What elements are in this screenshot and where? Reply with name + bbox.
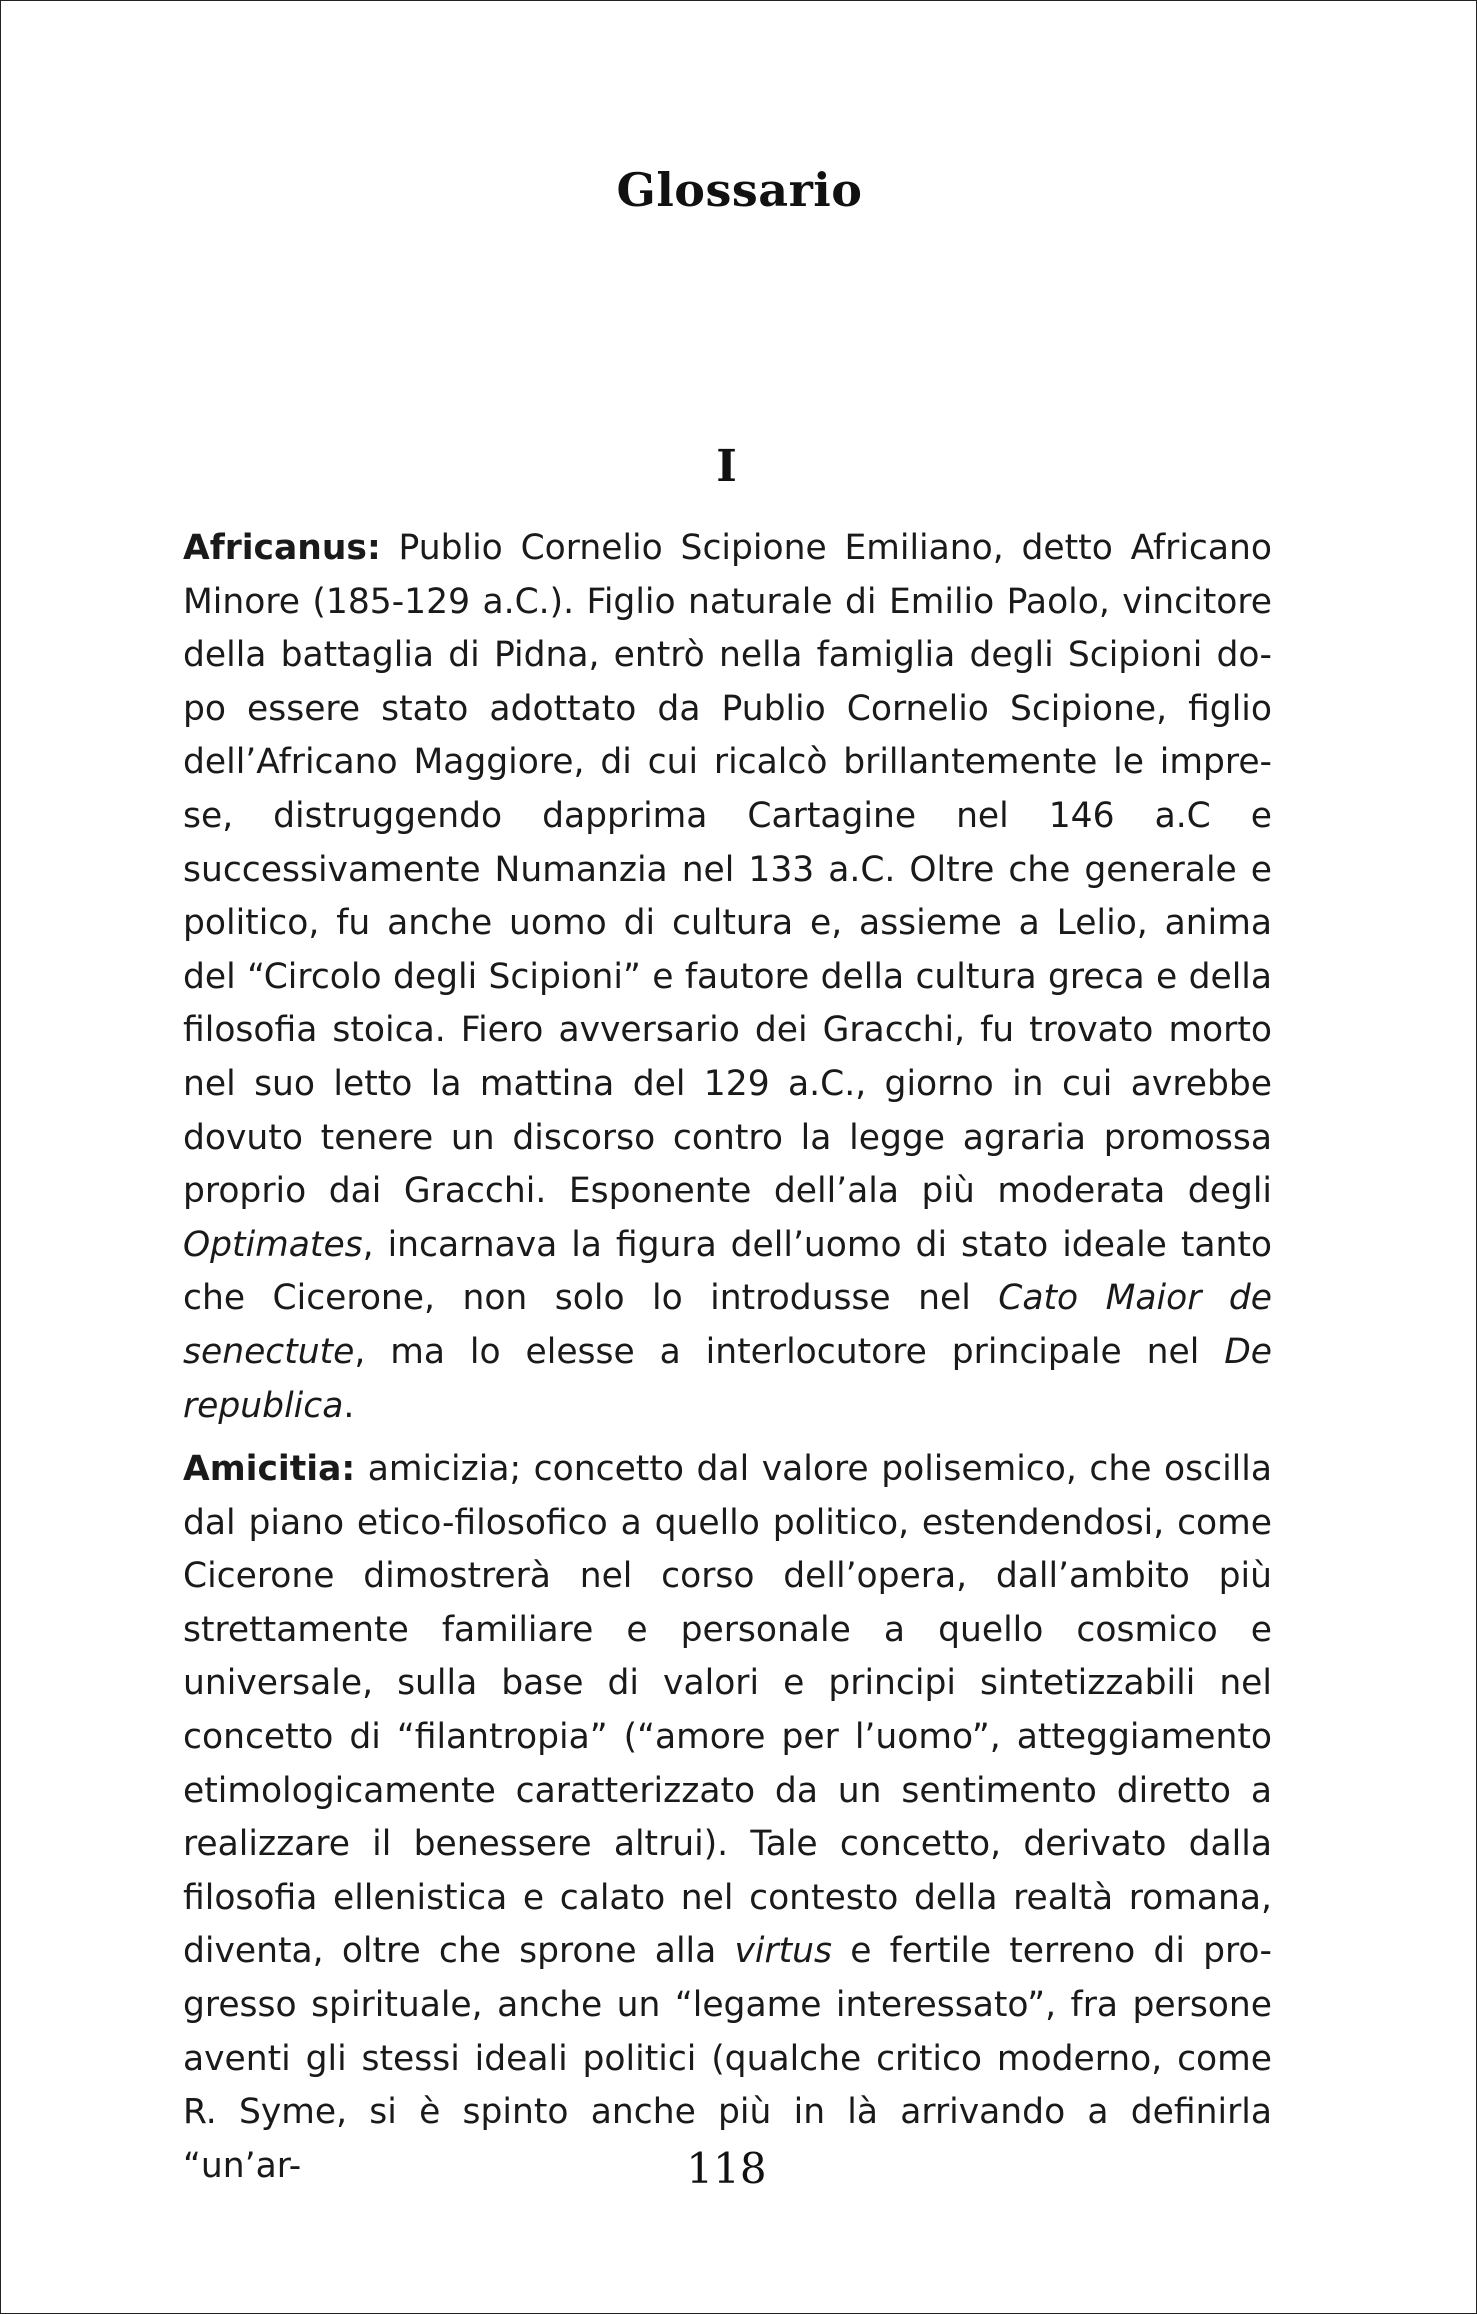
- definition-italic: Cato Maior de senectute: [183, 1278, 1272, 1372]
- definition-text: , ma lo elesse a interlocutore principale nel: [354, 1331, 1225, 1372]
- glossary-entry-amicitia: [183, 1443, 1272, 2193]
- page-title: Glossario: [616, 163, 863, 217]
- definition-text: Publio Cornelio Scipione Emiliano, detto Africano Minore (185-129 a.C.). Figlio naturale di Emilio Paolo, vincitore della battaglia di Pidna, entrò nella famiglia degli Scipioni dopo essere stato adottato da Publio Cornelio Scipione, figlio dell’Africano Maggiore, di cui ricalcò brillantemente le imprese, distruggendo dapprima Cartagine nel 146 a.C e successivamente Numanzia nel 133 a.C. Oltre che generale e politico, fu anche uomo di cultura e, assieme a Lelio, anima del “Circolo degli Scipioni” e fautore della cultura greca e della filosofia stoica. Fiero avversario dei Gracchi, fu trovato morto nel suo letto la mattina del 129 a.C., giorno in cui avrebbe dovuto tenere un discorso contro la legge agraria promossa proprio dai Gracchi. Esponente dell’ala più moderata degli: [183, 528, 1272, 1212]
- section-heading: I: [716, 441, 737, 492]
- definition-text: amicizia; concetto dal valore polisemico, che oscilla dal piano etico-filosofico a quello politico, estendendosi, come Cicerone dimostrerà nel corso dell’opera, dall’ambito più strettamente familiare e personale a quello cosmico e universale, sulla base di valori e principi sintetizzabili nel concetto di “filantropia” (“amore per l’uomo”, atteggiamento etimologicamente caratterizzato da un sentimento diretto a realizzare il benessere altrui). Tale concetto, derivato dalla filosofia ellenistica e calato nel contesto della realtà romana, diventa, oltre che sprone alla: [183, 1449, 1272, 1972]
- definition-text: , incarnava la figura dell’uomo di stato ideale tanto che Cicerone, non solo lo introdusse nel: [183, 1224, 1272, 1319]
- definition-text: .: [343, 1385, 355, 1426]
- glossary-body: [183, 522, 1272, 2203]
- glossary-entry-africanus: [183, 522, 1272, 1433]
- definition-italic: De republica: [183, 1331, 1272, 1426]
- definition-italic: Optimates: [183, 1224, 363, 1265]
- glossary-term: Amicitia:: [183, 1449, 356, 1490]
- page-number: 118: [686, 2144, 767, 2193]
- definition-text: e fertile terreno di progresso spirituale, anche un “legame interessato”, fra persone aventi gli stessi ideali politici (qualche critico moderno, come R. Syme, si è spinto anche più in là arrivando a definirla “un’ar-: [183, 1931, 1272, 2186]
- glossary-term: Africanus:: [183, 528, 381, 568]
- definition-italic: virtus: [734, 1931, 833, 1972]
